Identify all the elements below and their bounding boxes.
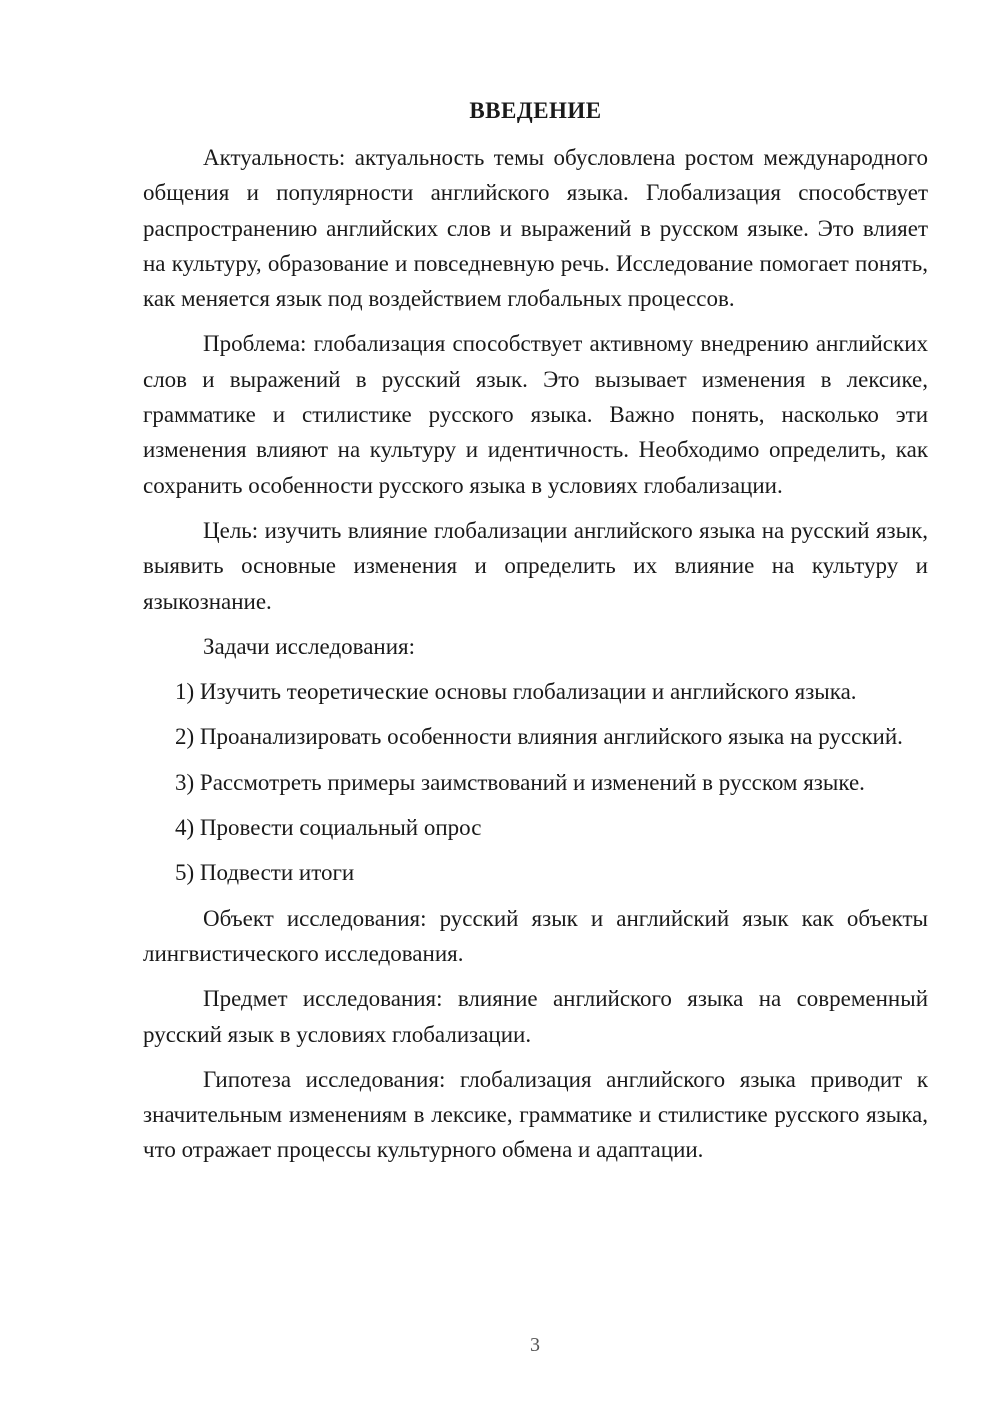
section-title: ВВЕДЕНИЕ [469,98,602,123]
object-paragraph: Объект исследования: русский язык и английский язык как объекты лингвистического исследования. [143,905,928,966]
goal-paragraph: Цель: изучить влияние глобализации английского языка на русский язык, выявить основные изменения и определить их влияние на культуру и языкознание. [143,517,928,614]
task-item: 4) Провести социальный опрос [175,815,482,841]
task-item: 3) Рассмотреть примеры заимствований и изменений в русском языке. [175,769,865,795]
tasks-heading: Задачи исследования: [203,633,416,659]
task-item: 2) Проанализировать особенности влияния английского языка на русский. [175,724,903,750]
page-content [143,96,928,1178]
task-item: 1) Изучить теоретические основы глобализации и английского языка. [175,679,857,705]
task-item: 5) Подвести итоги [175,860,355,886]
hypothesis-paragraph: Гипотеза исследования: глобализация английского языка приводит к значительным изменениям в лексике, грамматике и стилистике русского языка, что отражает процессы культурного обмена и адаптации. [143,1066,928,1163]
page-number: 3 [530,1334,540,1356]
subject-paragraph: Предмет исследования: влияние английского языка на современный русский язык в условиях глобализации. [143,986,928,1047]
relevance-paragraph: Актуальность: актуальность темы обусловлена ростом международного общения и популярности английского языка. Глобализация способствует распространению английских слов и выражений в русском языке. Это влияет на культуру, образование и повседневную речь. Исследование помогает понять, как меняется язык под воздействием глобальных процессов. [143,145,928,312]
problem-paragraph: Проблема: глобализация способствует активному внедрению английских слов и выражений в русский язык. Это вызывает изменения в лексике, грамматике и стилистике русского языка. Важно понять, насколько эти изменения влияют на культуру и идентичность. Необходимо определить, как сохранить особенности русского языка в условиях глобализации. [143,331,928,498]
